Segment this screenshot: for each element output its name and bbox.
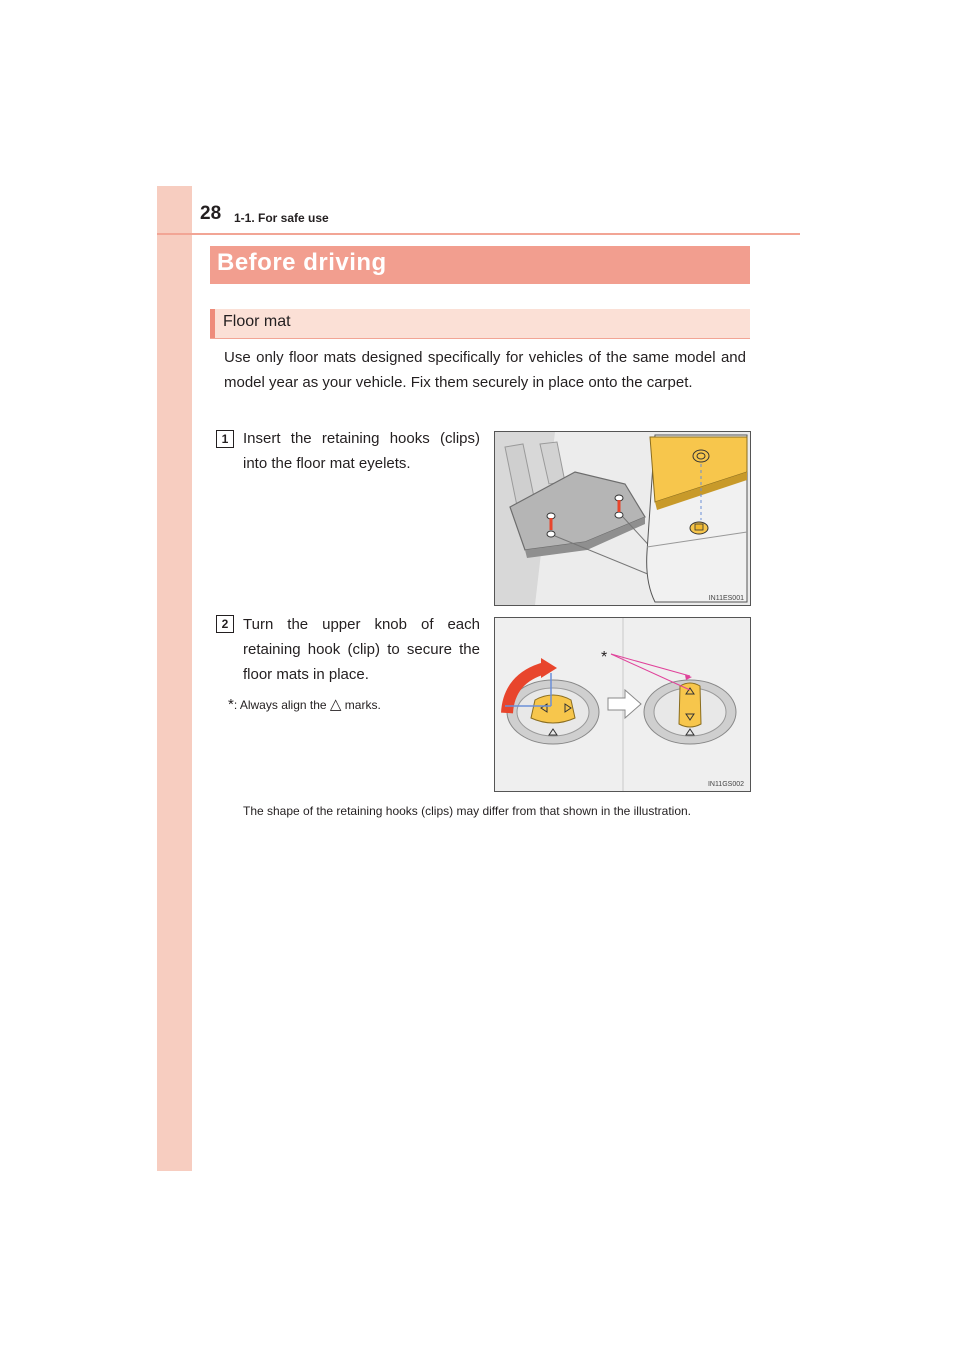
step-2-badge: 2 xyxy=(216,615,234,633)
footnote-text-after: marks. xyxy=(341,698,381,712)
subsection-title: Floor mat xyxy=(223,313,291,330)
section-title-bar xyxy=(210,246,750,284)
footnote-text-before: : Always align the xyxy=(233,698,330,712)
figure-1-code: IN11ES001 xyxy=(708,595,744,602)
svg-text:*: * xyxy=(601,649,608,666)
subsection-bar xyxy=(210,309,750,339)
section-title: Before driving xyxy=(217,249,387,276)
step-1-badge: 1 xyxy=(216,430,234,448)
shape-note: The shape of the retaining hooks (clips) may differ from that shown in the illustration. xyxy=(243,804,692,818)
footnote xyxy=(228,695,381,713)
section-label: 1-1. For safe use xyxy=(234,211,329,225)
floor-mat-hooks-illustration xyxy=(494,431,751,606)
retaining-hook-knob-illustration xyxy=(494,617,751,792)
page-number: 28 xyxy=(200,203,222,224)
subsection-accent xyxy=(210,309,215,338)
intro-paragraph: Use only floor mats designed specifically for vehicles of the same model and model year as your vehicle. Fix them securely in place onto the carpet. xyxy=(224,349,746,391)
figure-2-code: IN11GS002 xyxy=(707,781,744,788)
footnote-marker: * xyxy=(228,696,234,713)
step-2-text: Turn the upper knob of each retaining hook (clip) to secure the floor mats in place. xyxy=(243,616,480,683)
step-1-text: Insert the retaining hooks (clips) into the floor mat eyelets. xyxy=(243,430,480,472)
header-divider xyxy=(157,233,800,235)
triangle-mark-icon: △ xyxy=(329,696,342,713)
side-tab xyxy=(157,186,192,1171)
